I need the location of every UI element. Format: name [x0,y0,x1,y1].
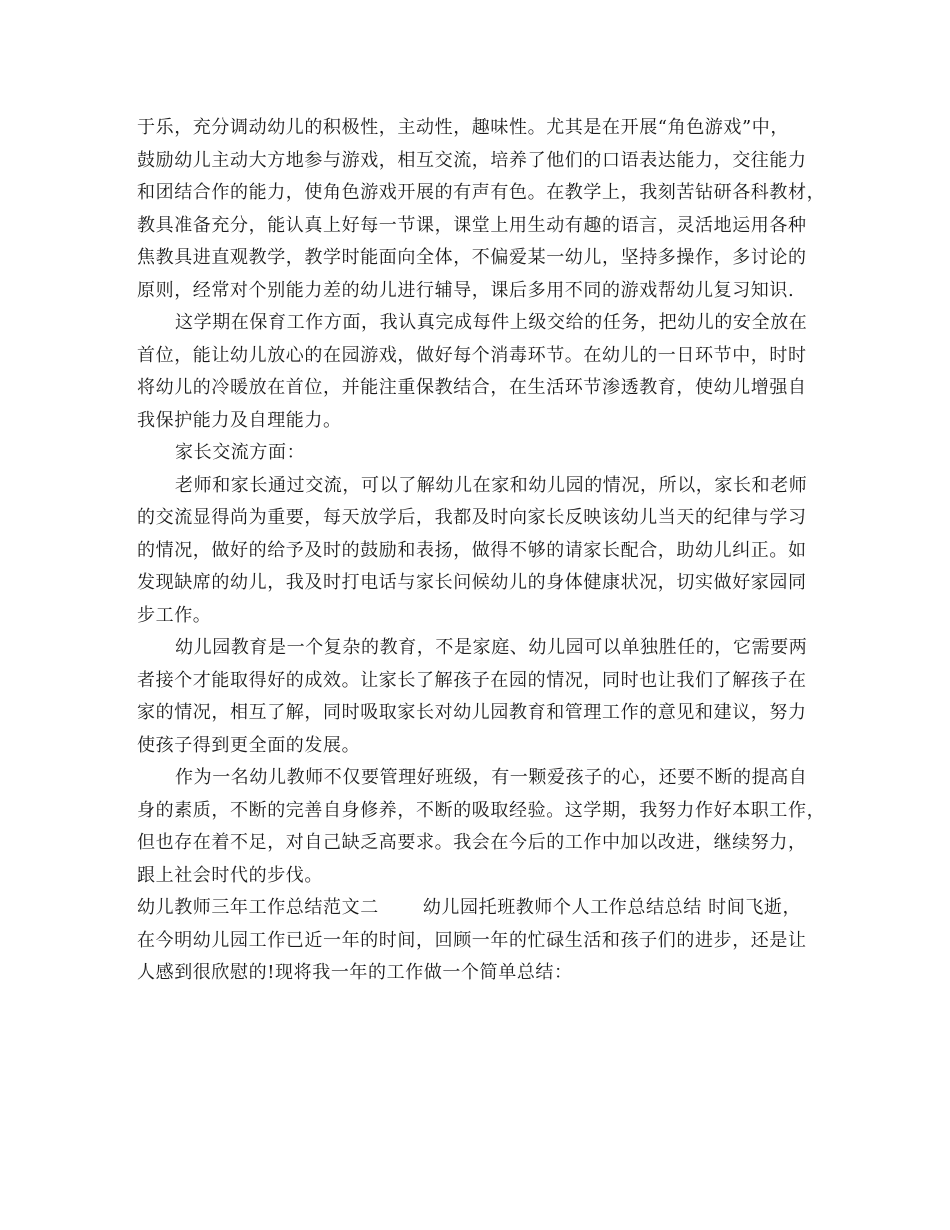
text-line: 将幼儿的冷暖放在首位，并能注重保教结合，在生活环节渗透教育，使幼儿增强自 [137,377,807,398]
text-line: 和团结合作的能力，使角色游戏开展的有声有色。在教学上，我刻苦钻研各科教材， [137,182,826,203]
text-line: 的情况，做好的给予及时的鼓励和表扬，做得不够的请家长配合，助幼儿纠正。如 [137,539,807,561]
text-line: 在今明幼儿园工作已近一年的时间，回顾一年的忙碌生活和孩子们的进步，还是让 [137,929,807,951]
text-line: 使孩子得到更全面的发展。 [137,734,361,756]
text-line: 的交流显得尚为重要，每天放学后，我都及时向家长反映该幼儿当天的纪律与学习 [137,507,807,528]
text-line: 人感到很欣慰的!现将我一年的工作做一个简单总结： [137,962,573,983]
text-line: 我保护能力及自理能力。 [137,409,342,431]
text-line: 身的素质，不断的完善自身修养，不断的吸取经验。这学期，我努力作好本职工作， [137,799,826,821]
text-line: 步工作。 [137,604,212,626]
section-heading-line [137,892,827,925]
text-line: 跟上社会时代的步伐。 [137,864,323,886]
text-line: 家的情况，相互了解，同时吸取家长对幼儿园教育和管理工作的意见和建议，努力 [137,702,807,723]
text-line: 焦教具进直观教学，教学时能面向全体，不偏爱某一幼儿，坚持多操作，多讨论的 [137,247,807,268]
text-line: 鼓励幼儿主动大方地参与游戏，相互交流，培养了他们的口语表达能力，交往能力 [137,149,807,171]
text-line: 者接个才能取得好的成效。让家长了解孩子在园的情况，同时也让我们了解孩子在 [137,669,807,691]
paragraph-first-line: 老师和家长通过交流，可以了解幼儿在家和幼儿园的情况，所以，家长和老师 [175,474,808,496]
section-title: 幼儿教师三年工作总结范文二 [137,897,379,918]
text-line: 发现缺席的幼儿，我及时打电话与家长问候幼儿的身体健康状况，切实做好家园同 [137,572,807,593]
paragraph-first-line: 作为一名幼儿教师不仅要管理好班级，有一颗爱孩子的心，还要不断的提高自 [175,767,808,788]
section-label: 家长交流方面： [175,442,306,463]
text-line: 原则，经常对个别能力差的幼儿进行辅导，课后多用不同的游戏帮幼儿复习知识. [137,279,795,301]
paragraph-first-line: 幼儿园教育是一个复杂的教育，不是家庭、幼儿园可以单独胜任的，它需要两 [175,637,808,658]
document-body [137,112,827,990]
text-line: 教具准备充分，能认真上好每一节课，课堂上用生动有趣的语言，灵活地运用各种 [137,214,807,236]
text-line: 首位，能让幼儿放心的在园游戏，做好每个消毒环节。在幼儿的一日环节中，时时 [137,344,807,366]
text-line: 于乐，充分调动幼儿的积极性，主动性，趣味性。尤其是在开展“角色游戏”中， [137,117,790,138]
text-line: 但也存在着不足，对自己缺乏高要求。我会在今后的工作中加以改进，继续努力， [137,832,807,853]
paragraph-first-line: 这学期在保育工作方面，我认真完成每件上级交给的任务，把幼儿的安全放在 [175,312,808,333]
section-intro: 幼儿园托班教师个人工作总结总结 时间飞逝， [422,897,802,918]
